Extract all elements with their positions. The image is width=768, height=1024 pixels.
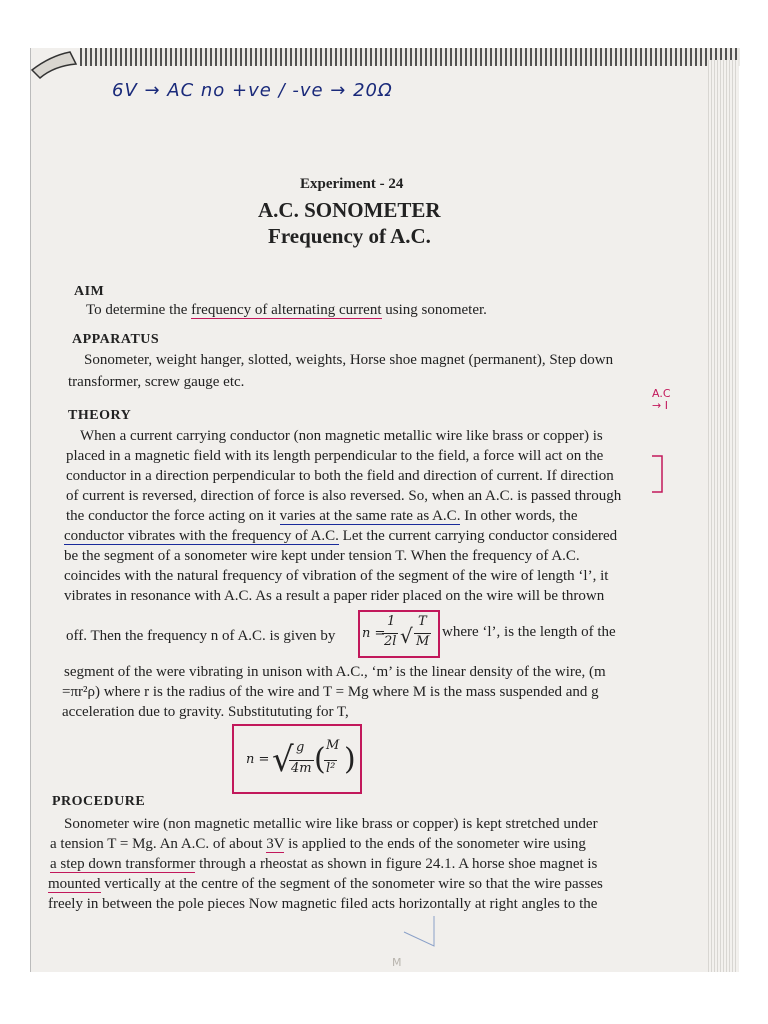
procedure-line-2-underlined: 3V	[266, 836, 285, 852]
procedure-line-4-underlined: mounted	[48, 876, 101, 892]
theory-line-4: of current is reversed, direction of force is also reversed. So, when an A.C. is passed through	[66, 488, 622, 504]
procedure-line-4	[48, 876, 603, 893]
formula-2-M: M	[326, 738, 340, 753]
theory-line-5-underlined: varies at the same rate as A.C.	[279, 508, 461, 524]
paren-left: (	[314, 742, 326, 777]
sqrt-sign-2: √	[272, 740, 294, 780]
procedure-line-4-post: vertically at the centre of the segment of the sonometer wire so that the wire passes	[100, 876, 603, 892]
aim-text-pre: To determine the	[86, 302, 192, 318]
paren-right: )	[344, 742, 356, 777]
margin-bracket	[648, 454, 668, 494]
stray-mark: M	[392, 956, 402, 969]
formula-1-lhs: n =	[362, 626, 386, 641]
formula-1-num: 1	[387, 614, 396, 629]
page-subtitle: Frequency of A.C.	[268, 224, 431, 248]
formula-2-g: g	[296, 740, 305, 755]
theory-line-1: When a current carrying conductor (non magnetic metallic wire like brass or copper) is	[80, 428, 603, 444]
spiral-binding	[80, 48, 740, 66]
formula-1-root-num: T	[418, 614, 427, 629]
procedure-line-2-pre: a tension T = Mg. An A.C. of about	[50, 836, 267, 852]
procedure-heading: PROCEDURE	[52, 794, 146, 809]
sqrt-sign: √	[400, 624, 413, 648]
procedure-line-3-underlined: a step down transformer	[50, 856, 196, 872]
aim-heading: AIM	[74, 284, 105, 299]
formula-1-root-den: M	[416, 634, 430, 649]
formula-2-l2: l²	[326, 761, 336, 776]
theory-line-5-post: In other words, the	[460, 508, 578, 524]
margin-note-right: A.C → I	[652, 387, 671, 412]
theory-line-8: coincides with the natural frequency of vibration of the segment of the wire of length ‘l’, it	[64, 568, 609, 584]
apparatus-heading: APPARATUS	[72, 332, 160, 347]
theory-line-5-pre: the conductor the force acting on it	[66, 508, 280, 524]
theory-line-5	[66, 508, 578, 525]
procedure-line-1: Sonometer wire (non magnetic metallic wire like brass or copper) is kept stretched under	[64, 816, 598, 832]
theory-heading: THEORY	[68, 408, 132, 423]
page-edges	[708, 60, 738, 972]
formula-substituted-box	[232, 724, 362, 794]
theory-line-13: acceleration due to gravity. Substitututing for T,	[62, 704, 349, 720]
page-title: A.C. SONOMETER	[258, 198, 441, 222]
procedure-line-2	[50, 836, 586, 853]
theory-line-6-underlined: conductor vibrates with the frequency of A.C.	[64, 528, 339, 544]
aim-text-underlined: frequency of alternating current	[191, 302, 382, 318]
theory-line-9: vibrates in resonance with A.C. As a result a paper rider placed on the wire will be thrown	[64, 588, 605, 604]
theory-line-12: =πr²ρ) where r is the radius of the wire and T = Mg where M is the mass suspended and g	[62, 684, 599, 700]
formula-frequency-box	[358, 610, 440, 658]
theory-line-7: be the segment of a sonometer wire kept under tension T. When the frequency of A.C.	[64, 548, 580, 564]
corner-fold	[30, 48, 100, 88]
aim-text	[86, 302, 487, 319]
theory-line-2: placed in a magnetic field with its length perpendicular to the field, a force will act on the	[66, 448, 604, 464]
theory-line-6	[64, 528, 617, 545]
formula-2-4m: 4m	[291, 761, 312, 776]
formula-1-den: 2l	[384, 634, 397, 649]
procedure-line-3	[50, 856, 597, 873]
apparatus-line-1: Sonometer, weight hanger, slotted, weights, Horse shoe magnet (permanent), Step down	[84, 352, 614, 368]
procedure-line-2-post: is applied to the ends of the sonometer wire using	[284, 836, 586, 852]
apparatus-line-2: transformer, screw gauge etc.	[68, 374, 245, 390]
theory-line-10-post: where ‘l’, is the length of the	[442, 624, 616, 640]
experiment-number: Experiment - 24	[300, 176, 404, 192]
theory-line-3: conductor in a direction perpendicular to both the field and direction of current. If direction	[66, 468, 614, 484]
faint-diagram-mark	[400, 912, 440, 952]
theory-line-10-pre: off. Then the frequency n of A.C. is given by	[66, 628, 336, 644]
handwritten-note: 6V → AC no +ve / -ve → 20Ω	[112, 80, 393, 101]
formula-2-lhs: n =	[246, 752, 270, 767]
procedure-line-3-post: through a rheostat as shown in figure 24.1. A horse shoe magnet is	[195, 856, 598, 872]
theory-line-11: segment of the were vibrating in unison with A.C., ‘m’ is the linear density of the wire, (m	[64, 664, 606, 680]
aim-text-post: using sonometer.	[381, 302, 487, 318]
theory-line-6-post: Let the current carrying conductor considered	[338, 528, 618, 544]
procedure-line-5: freely in between the pole pieces Now magnetic filed acts horizontally at right angles to the	[48, 896, 598, 912]
